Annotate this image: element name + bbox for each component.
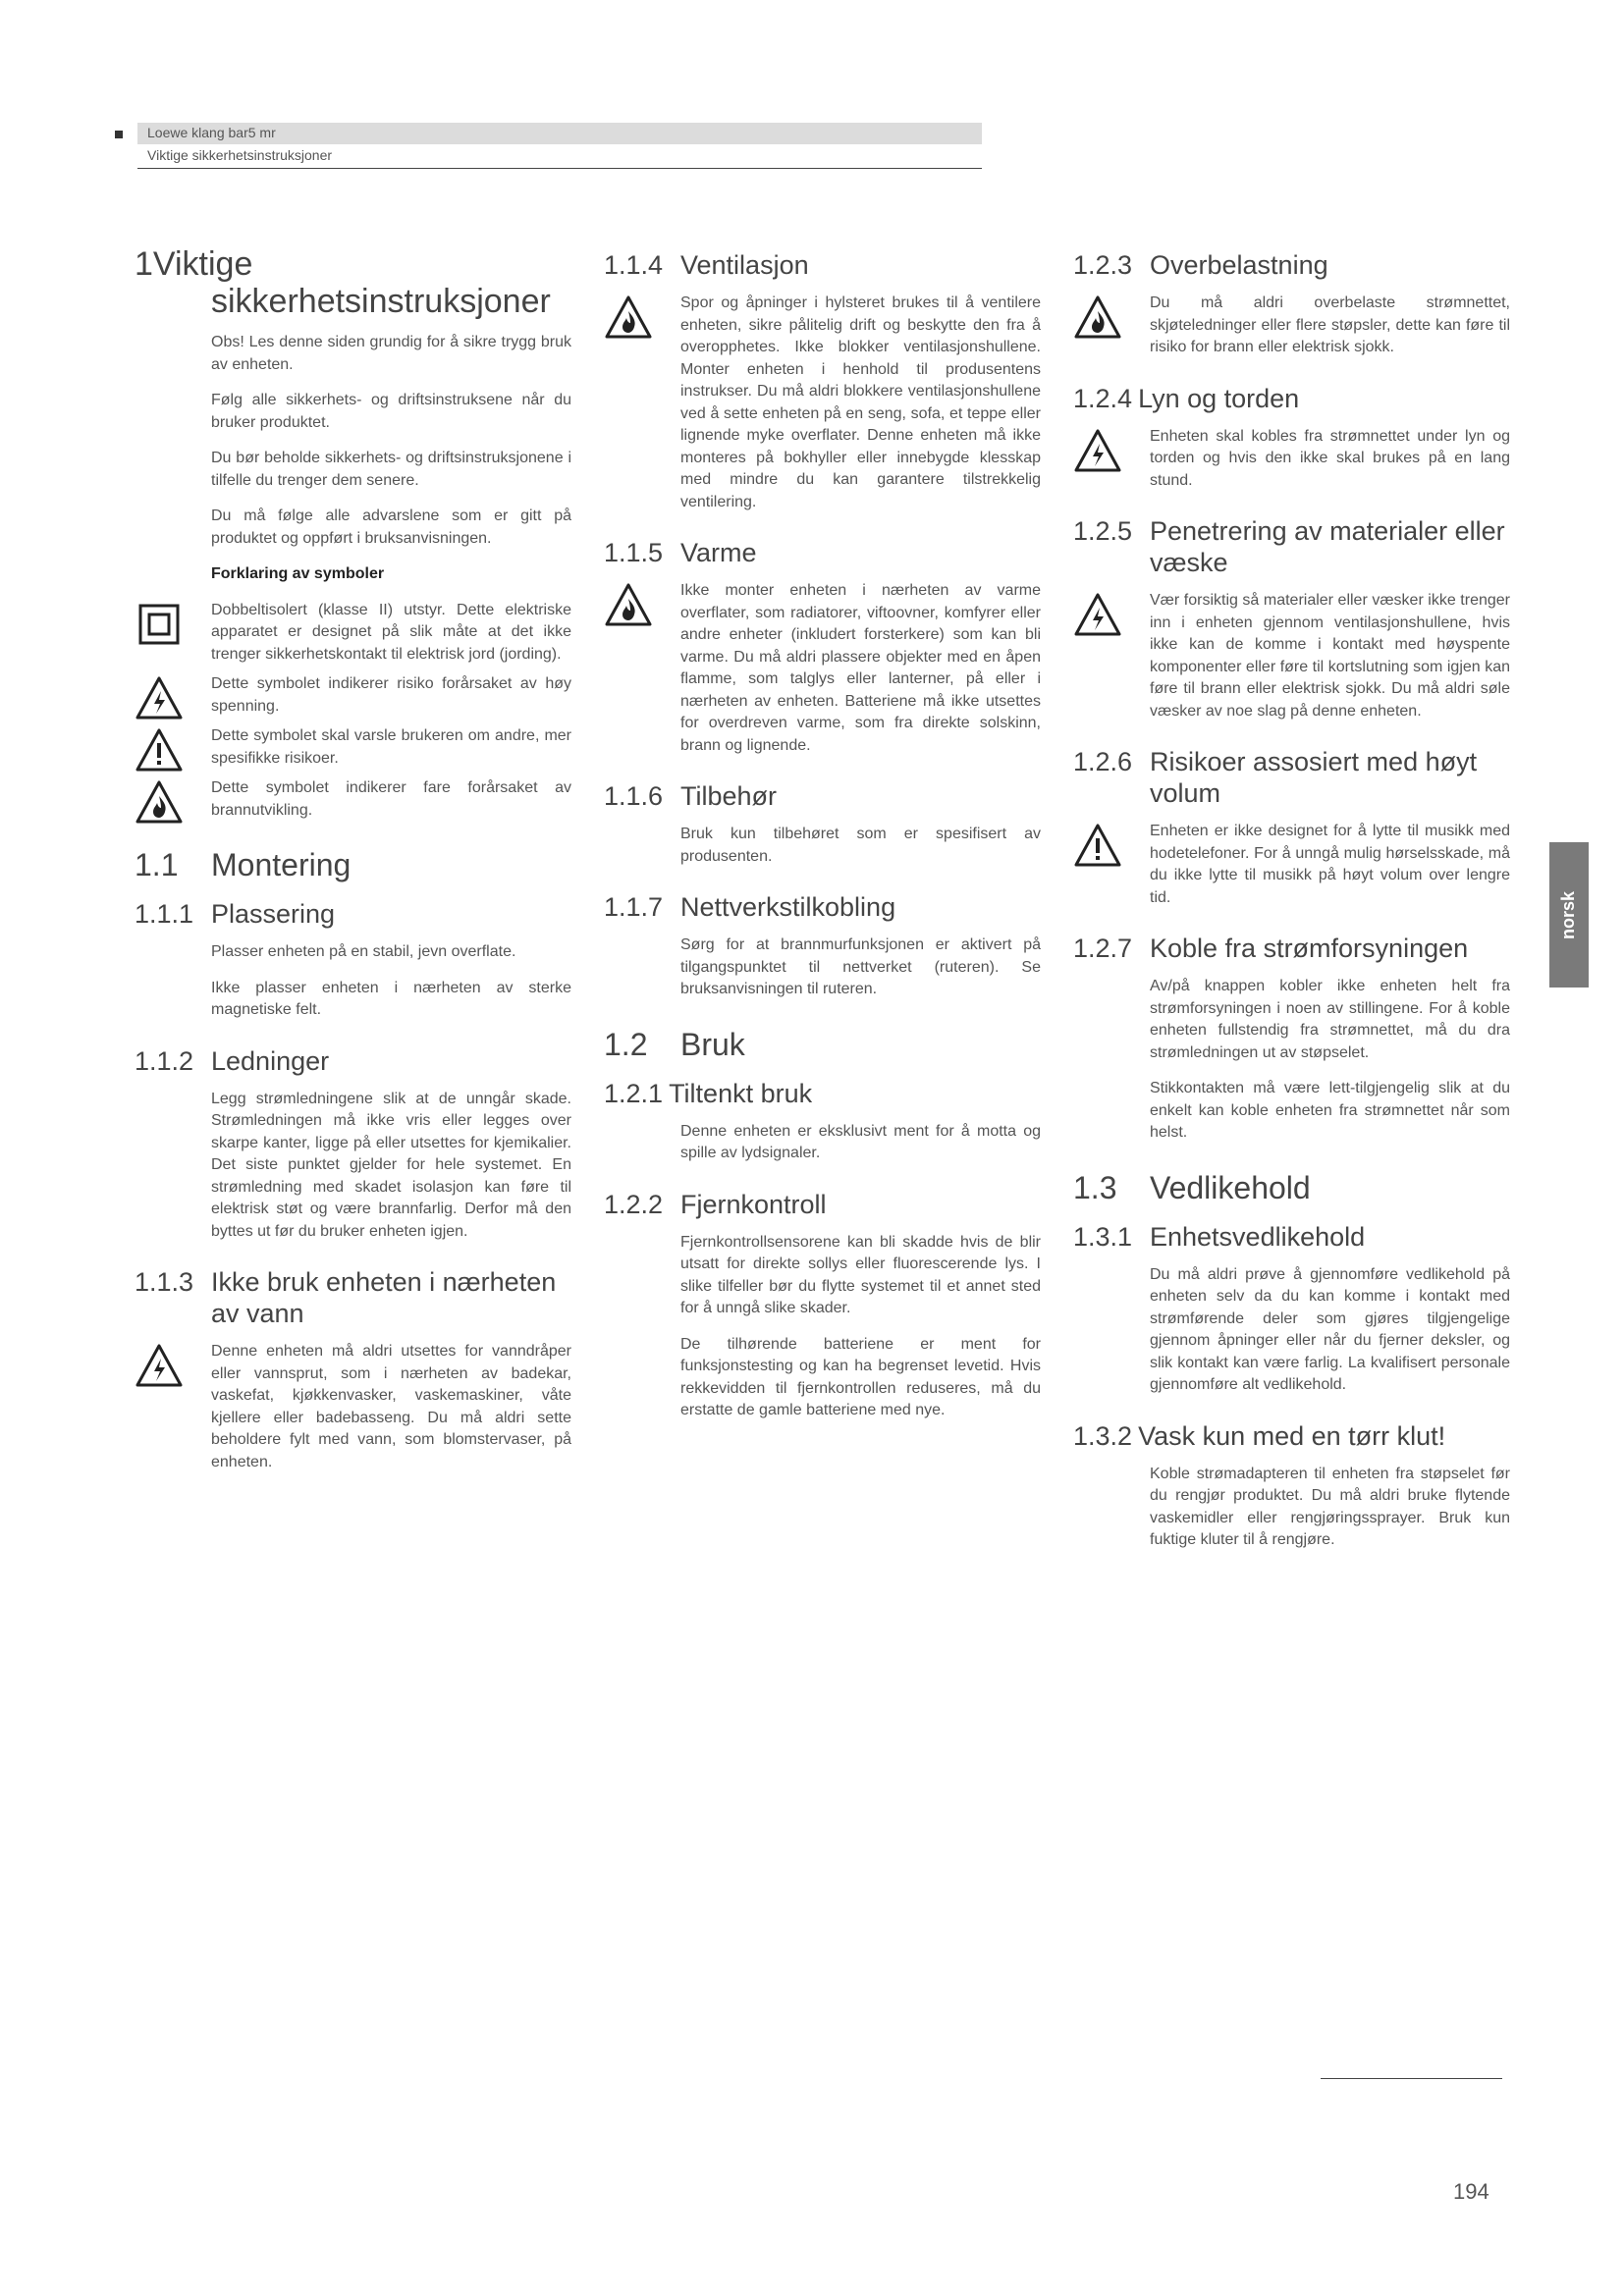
symbol-row bbox=[1073, 821, 1510, 909]
header-section: Viktige sikkerhetsinstruksjoner bbox=[147, 147, 333, 163]
paragraph: Du må følge alle advarslene som er gitt på produktet og oppført i bruksanvisningen. bbox=[211, 507, 571, 547]
symbol-row bbox=[1073, 293, 1510, 359]
chapter-title: 1Viktige sikkerhetsinstruksjoner bbox=[135, 245, 551, 320]
section-heading: 1.3 Vedlikehold bbox=[1073, 1169, 1311, 1205]
paragraph: Ikke monter enheten i nærheten av varme overflater, som radiatorer, viftoovner, komfyrer eller andre enheter (inkludert forsterkere) som kan bli varme. Du må aldri plassere objekter med en åpen flamme, som talglys eller lanterner, på eller i nærheten av enheten. Batteriene må ikke utsettes for overdreven varme, som fra direkte solskinn, brann og lignende. bbox=[680, 582, 1041, 754]
fire-icon bbox=[135, 779, 184, 825]
warning-icon bbox=[1073, 823, 1122, 868]
paragraph: Plasser enheten på en stabil, jevn overflate. bbox=[211, 943, 516, 960]
header-product: Loewe klang bar5 mr bbox=[147, 125, 276, 140]
subsection-heading: 1.1.5 Varme bbox=[604, 538, 757, 567]
symbol-desc: Dette symbolet indikerer fare forårsaket av brannutvikling. bbox=[211, 779, 571, 819]
paragraph: Bruk kun tilbehøret som er spesifisert av produsenten. bbox=[680, 826, 1041, 865]
paragraph: Fjernkontrollsensorene kan bli skadde hvis de blir utsatt for direkte sollys eller fluorescerende lys. I slike tilfeller bør du flytte systemet til et annet sted for å unngå slike skader. bbox=[680, 1233, 1041, 1316]
high-voltage-icon bbox=[1073, 428, 1122, 473]
header-rule bbox=[137, 168, 982, 169]
symbol-row bbox=[135, 725, 571, 770]
section-heading: 1.1 Montering bbox=[135, 847, 352, 882]
fire-icon bbox=[1073, 294, 1122, 340]
double-insulated-icon bbox=[135, 602, 184, 647]
page-number: 194 bbox=[1453, 2179, 1489, 2204]
subsection-heading: 1.2.6 Risikoer assosiert med høyt volum bbox=[1073, 747, 1478, 808]
warning-icon bbox=[135, 727, 184, 773]
subsection-heading: 1.3.1 Enhetsvedlikehold bbox=[1073, 1221, 1366, 1252]
paragraph: Obs! Les denne siden grundig for å sikre trygg bruk av enheten. bbox=[211, 334, 571, 373]
symbols-heading: Forklaring av symboler bbox=[211, 565, 385, 582]
subsection-heading: 1.2.1 Tiltenkt bruk bbox=[604, 1078, 813, 1108]
high-voltage-icon bbox=[1073, 592, 1122, 637]
paragraph: Du må aldri prøve å gjennomføre vedlikehold på enheten selv da du kan komme i kontakt med strømførende deler som gjøres tilgjengelige gjennom åpninger eller når du fjerner deksler, og slik kontakt kan være farlig. La kvalifisert personale gjennomføre alt vedlikehold. bbox=[1150, 1265, 1510, 1393]
subsection-heading: 1.1.4 Ventilasjon bbox=[604, 250, 809, 280]
fire-icon bbox=[604, 294, 653, 340]
paragraph: Legg strømledningene slik at de unngår skade. Strømledningen må ikke vris eller legges over skarpe kanter, ligge på eller utsettes for kjemikalier. Det siste punktet gjelder for hele systemet. En strømledning med skadet isolasjon kan føre til elektrisk støt og være brannfarlig. Derfor må den byttes ut før du bruker enheten igjen. bbox=[211, 1090, 571, 1240]
paragraph: Ikke plasser enheten i nærheten av sterke magnetiske felt. bbox=[211, 979, 571, 1018]
paragraph: Denne enheten må aldri utsettes for vanndråper eller vannsprut, som i nærheten av badekar, vaskefat, kjøkkenvasker, vaskemaskiner, våte kjellere eller badebasseng. Du må aldri sette beholdere fylt med vann, som blomstervaser, på enheten. bbox=[211, 1343, 571, 1470]
symbol-row bbox=[604, 580, 1041, 757]
subsection-heading: 1.2.7 Koble fra strømforsyningen bbox=[1073, 934, 1469, 963]
column-1 bbox=[135, 245, 571, 1481]
section-heading: 1.2 Bruk bbox=[604, 1026, 745, 1062]
high-voltage-icon bbox=[135, 675, 184, 721]
subsection-heading: 1.1.3 Ikke bruk enheten i nærheten av vann bbox=[135, 1267, 557, 1328]
subsection-heading: 1.2.4 Lyn og torden bbox=[1073, 383, 1300, 413]
header-marker bbox=[115, 131, 123, 138]
column-3 bbox=[1073, 245, 1510, 1566]
paragraph: Stikkontakten må være lett-tilgjengelig slik at du enkelt kan koble enheten fra strømnettet når som helst. bbox=[1150, 1080, 1510, 1141]
paragraph: Vær forsiktig så materialer eller væsker ikke trenger inn i enheten gjennom ventilasjonshullene, hvis ikke kan de komme i kontakt med høyspente komponenter eller føre til kortslutning som igjen kan føre til brann eller elektrisk sjokk. Du må aldri søle væsker av noe slag på denne enheten. bbox=[1150, 592, 1510, 720]
symbol-desc: Dette symbolet skal varsle brukeren om andre, mer spesifikke risikoer. bbox=[211, 727, 571, 767]
paragraph: De tilhørende batteriene er ment for funksjonstesting og kan ha begrenset levetid. Hvis rekkevidden til fjernkontrollen reduseres, må du erstatte de gamle batteriene med nye. bbox=[680, 1335, 1041, 1418]
paragraph: Enheten skal kobles fra strømnettet under lyn og torden og hvis den ikke skal brukes på en lang stund. bbox=[1150, 427, 1510, 489]
paragraph: Sørg for at brannmurfunksjonen er aktivert på tilgangspunktet til nettverket (ruteren). Se bruksanvisningen til ruteren. bbox=[680, 936, 1041, 997]
high-voltage-icon bbox=[135, 1343, 184, 1388]
subsection-heading: 1.1.1 Plassering bbox=[135, 899, 336, 929]
subsection-heading: 1.1.2 Ledninger bbox=[135, 1045, 330, 1076]
symbol-row bbox=[135, 673, 571, 718]
symbol-desc: Dobbeltisolert (klasse II) utstyr. Dette elektriske apparatet er designet på slik måte at det ikke trenger sikkerhetskontakt til elektrisk jord (jording). bbox=[211, 601, 571, 663]
fire-icon bbox=[604, 582, 653, 627]
symbol-row bbox=[1073, 590, 1510, 722]
paragraph: Koble strømadapteren til enheten fra støpselet før du rengjør produktet. Du må aldri bruke flytende vaskemidler eller rengjøringssprayer. Bruk kun fuktige kluter til å rengjøre. bbox=[1150, 1465, 1510, 1548]
paragraph: Enheten er ikke designet for å lytte til musikk med hodetelefoner. For å unngå mulig hørselsskade, må du ikke lytte til musikk på høyt volum over lengre tid. bbox=[1150, 823, 1510, 906]
symbol-row bbox=[1073, 426, 1510, 493]
symbol-row bbox=[135, 600, 571, 667]
subsection-heading: 1.2.2 Fjernkontroll bbox=[604, 1189, 827, 1219]
footer-rule bbox=[1321, 2078, 1502, 2079]
symbol-row bbox=[135, 1341, 571, 1473]
subsection-heading: 1.1.7 Nettverkstilkobling bbox=[604, 892, 896, 922]
symbol-row bbox=[135, 777, 571, 822]
subsection-heading: 1.2.5 Penetrering av materialer eller væske bbox=[1073, 516, 1505, 577]
paragraph: Denne enheten er eksklusivt ment for å motta og spille av lydsignaler. bbox=[680, 1122, 1041, 1161]
paragraph: Følg alle sikkerhets- og driftsinstruksene når du bruker produktet. bbox=[211, 392, 571, 431]
language-tab: norsk bbox=[1549, 842, 1589, 988]
paragraph: Spor og åpninger i hylsteret brukes til å ventilere enheten, sikre pålitelig drift og beskytte den fra å overopphetes. Ikke blokker ventilasjonshullene. Monter enheten i henhold til produsentens instrukser. Du må aldri blokkere ventilasjonshullene ved å sette enheten på en seng, sofa, et teppe eller lignende myke overflater. Denne enheten må ikke monteres på bokhyller eller innebygde klesskap med mindre du kan garantere tilstrekkelig ventilering. bbox=[680, 294, 1041, 510]
subsection-heading: 1.3.2 Vask kun med en tørr klut! bbox=[1073, 1420, 1446, 1451]
column-2 bbox=[604, 245, 1041, 1436]
paragraph: Du bør beholde sikkerhets- og driftsinstruksjonene i tilfelle du trenger dem senere. bbox=[211, 450, 571, 489]
symbol-row bbox=[604, 293, 1041, 513]
symbol-desc: Dette symbolet indikerer risiko forårsaket av høy spenning. bbox=[211, 675, 571, 715]
subsection-heading: 1.2.3 Overbelastning bbox=[1073, 250, 1328, 280]
paragraph: Du må aldri overbelaste strømnettet, skjøteledninger eller flere støpsler, dette kan føre til risiko for brann eller elektrisk sjokk. bbox=[1150, 294, 1510, 355]
subsection-heading: 1.1.6 Tilbehør bbox=[604, 781, 778, 811]
paragraph: Av/på knappen kobler ikke enheten helt fra strømforsyningen i noen av stillingene. For å koble enheten fullstendig fra strømnettet, må du dra strømledningen ut av støpselet. bbox=[1150, 978, 1510, 1061]
